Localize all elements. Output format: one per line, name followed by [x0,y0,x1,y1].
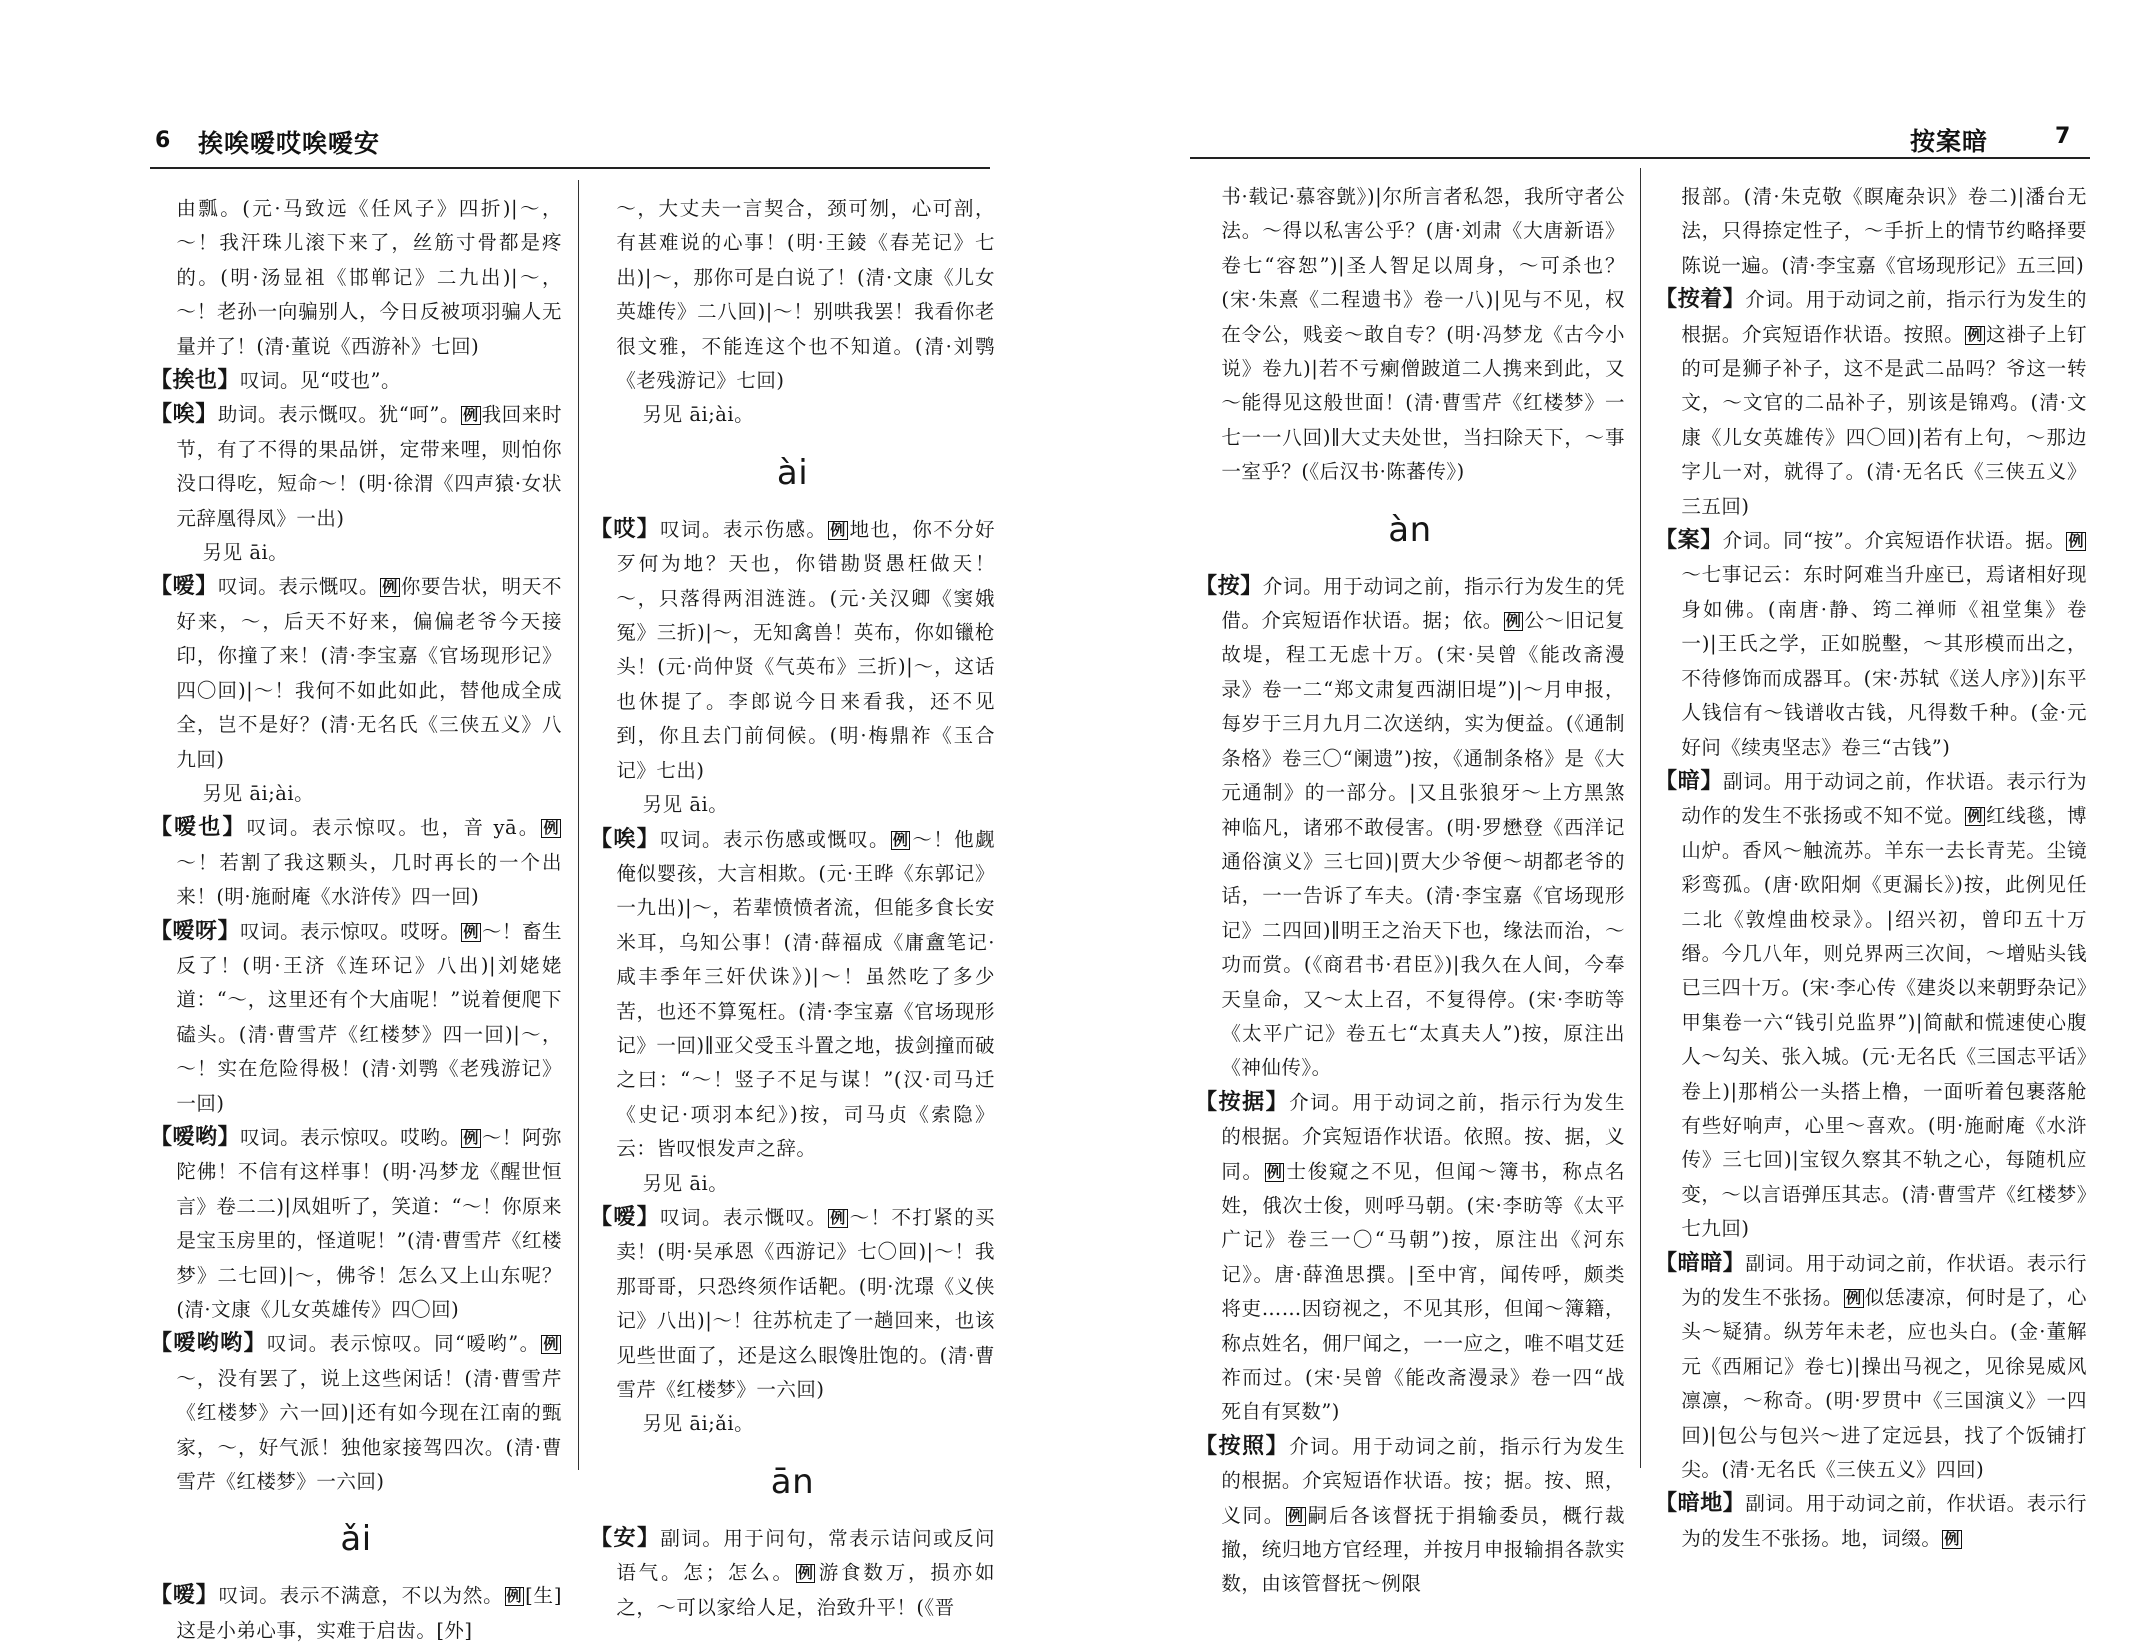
entry-definition: 介词。用于动词之前，指示行为发生的根据。介宾短语作状语。按照。 [1681,288,2087,346]
dictionary-entry [1195,1086,1625,1430]
example-marker-icon: 例 [463,406,479,425]
entry-headword: 【按据】 [1195,1089,1290,1115]
entry-headword: 【暗地】 [1655,1491,1746,1517]
see-also: 另见 āi;ǎi。 [642,1412,755,1436]
dictionary-entry [150,1327,562,1499]
entry-examples: ～，没有罢了，说上这些闲话！(清·曹雪芹《红楼梦》六一回)|还有如今现在江南的甄家，～，好气派！独他家接驾四次。(清·曹雪芹《红楼梦》一六回) [176,1366,562,1494]
see-also: 另见 āi。 [642,793,729,817]
header-rule [150,167,990,169]
entry-definition: 副词。用于动词之前，作状语。表示行为的发生不张扬。 [1681,1251,2087,1309]
dictionary-entry [150,811,562,914]
page-number: 6 [155,128,171,153]
entry-examples: 我回来时节，有了不得的果品饼，定带来哩，则怕你没口得吃，短命～！(明·徐渭《四声猿·女状元辞凰得凤》一出) [176,403,562,530]
example-marker-icon: 例 [1967,807,1983,826]
dictionary-entry [1195,1430,1625,1602]
see-also: 另见 āi。 [642,1171,729,1195]
entry-examples: ～！畜生反了！(明·王济《连环记》八出)|刘姥姥道：“～，这里还有个大庙呢！”说着便爬下磕头。(清·曹雪芹《红楼梦》四一回)|～，～！实在危险得极！(清·刘鹗《老残游记》一回) [176,919,562,1115]
dictionary-entry [1655,1247,2087,1488]
entry-examples: 你要告状，明天不好来，～，后天不好来，偏偏老爷今天接印，你撞了来！(清·李宝嘉《官场现形记》四〇回)|～！我何不如此如此，替他成全成全，岂不是好？(清·无名氏《三侠五义》八九回) [176,575,562,771]
example-marker-icon: 例 [1944,1529,1960,1548]
dictionary-entry [1655,283,2087,524]
pinyin-heading: ài [776,452,809,493]
dictionary-entry [590,1201,995,1407]
see-also: 另见 āi。 [202,541,289,565]
entry-definition: 叹词。表示伤感。 [660,517,828,541]
column-divider [1640,168,1641,1468]
header-rule [1190,157,2090,159]
entry-definition: 叹词。表示惊叹。也，音 yā。 [246,816,541,840]
entry-definition: 介词。同“按”。介宾短语作状语。据。 [1722,529,2066,553]
column-2 [590,192,995,1619]
entry-continuation: 报部。(清·朱克敬《瞑庵杂识》卷二)|潘台无法，只得捺定性子，～手折上的情节约略择要陈说一遍。(清·李宝嘉《官场现形记》五三回) [1681,185,2087,277]
example-marker-icon: 例 [830,520,846,539]
entry-examples: [生]这是小弟心事，实难于启齿。[外] [176,1584,562,1642]
left-page [0,0,1070,1642]
entry-examples: ～七事记云：东时阿难当升座已，焉诸相好现身如佛。(南唐·静、筠二禅师《祖堂集》卷一)|王氏之学，正如脱墼，～其形模而出之，不待修饰而成器耳。(宋·苏轼《送人序》)|东平人钱信有～钱谱收古钱，凡得数千种。(金·元好问《续夷坚志》卷三“古钱”) [1681,563,2087,759]
entry-headword: 【嗳哟哟】 [150,1331,267,1357]
page-number: 7 [2055,124,2071,149]
entry-continuation: ～，大丈夫一言契合，颈可刎，心可剖，有甚难说的心事！(明·王錂《春芜记》七出)|～，那你可是白说了！(清·文康《儿女英雄传》二八回)|～！别哄我罢！我看你老很文雅，不能连这个也不知道。(清·刘鹗《老残游记》七回) [616,197,995,393]
entry-examples: 这褂子上钉的可是狮子补子，这不是武二品吗？爷这一转文，～文官的二品补子，别该是锦鸡。(清·文康《儿女英雄传》四〇回)|若有上句，～那边字儿一对，就得了。(清·无名氏《三侠五义》三五回) [1681,322,2087,518]
pinyin-heading: ān [770,1461,815,1502]
entry-examples: 地也，你不分好歹何为地？天也，你错勘贤愚枉做天！～，只落得两泪涟涟。(元·关汉卿《窦娥冤》三折)|～，无知禽兽！英布，你如镴枪头！(元·尚仲贤《气英布》三折)|～，这话也休提了。李郎说今日来看我，还不见到，你且去门前伺候。(明·梅鼎祚《玉合记》七出) [616,517,995,782]
entry-definition: 叹词。表示慨叹。 [660,1205,828,1229]
example-marker-icon: 例 [830,1208,846,1227]
entry-headword: 【嗳也】 [150,815,247,841]
dictionary-entry [1655,524,2087,765]
dictionary-entry [1655,765,2087,1247]
column-2 [1655,180,2087,1550]
dictionary-entry [150,570,562,776]
entry-examples: 嗣后各该督抚于捐输委员，概行裁撤，统归地方官经理，并按月申报输捐各款实数，由该管督抚～例限 [1221,1503,1625,1596]
entry-examples: ～！若割了我这颗头，几时再长的一个出来！(明·施耐庵《水浒传》四一回) [176,850,562,909]
dictionary-entry [150,1579,562,1648]
example-marker-icon: 例 [1288,1506,1304,1525]
entry-headword: 【唉】 [150,402,218,428]
entry-examples: ～！不打紧的买卖！(明·吴承恩《西游记》七〇回)|～！我那哥哥，只恐终须作话靶。(明·沈璟《义侠记》八出)|～！往苏杭走了一趟回来，也该见些世面了，还是这么眼馋肚饱的。(清·曹雪芹《红楼梦》一六回) [616,1205,995,1401]
entry-headword: 【案】 [1655,528,1723,554]
see-also: 另见 āi;ài。 [642,403,755,427]
dictionary-entry [590,1522,995,1625]
pinyin-heading: àn [1388,509,1432,550]
entry-examples: 士俊窥之不见，但闻～簿书，称点名姓，俄次士俊，则呼马朝。(宋·李昉等《太平广记》卷三一〇“马朝”)按，原注出《河东记》。唐·薛渔思撰。|至中宵，闻传呼，颇类将吏……因窃视之，不见其形，但闻～簿籍，称点姓名，佣尸闻之，一一应之，唯不唱艾廷祚而过。(宋·吴曾《能改斋漫录》卷一四“战死自有冥数”) [1221,1159,1625,1424]
example-marker-icon: 例 [797,1564,814,1583]
entry-definition: 介词。用于动词之前，指示行为发生的根据。介宾短语作状语。按；据。按、照，义同。 [1221,1434,1625,1527]
dictionary-entry [150,364,562,398]
example-marker-icon: 例 [543,1335,559,1354]
example-marker-icon: 例 [1266,1162,1283,1181]
entry-headword: 【嗳】 [590,1204,661,1230]
entry-definition: 介词。用于动词之前，指示行为发生的凭借。介宾短语作状语。据；依。 [1221,574,1625,633]
entry-headword: 【按照】 [1195,1433,1290,1459]
entry-headword: 【按着】 [1655,287,1746,313]
entry-examples: 叹词。见“哎也”。 [240,369,401,393]
entry-examples: 似恁凄凉，何时是了，心头～疑猜。纵芳年未老，应也头白。(金·董解元《西厢记》卷七)|操出马视之，见徐晃威风凛凛，～称奇。(明·罗贯中《三国演义》一四回)|包公与包兴～进了定远县，找了个饭铺打尖。(清·无名氏《三侠五义》四回) [1681,1286,2087,1482]
entry-definition: 助词。表示慨叹。犹“呵”。 [217,403,461,427]
entry-definition: 介词。用于动词之前，指示行为发生的根据。介宾短语作状语。依照。按、据，义同。 [1221,1090,1625,1183]
example-marker-icon: 例 [506,1587,523,1606]
dictionary-entry [150,915,562,1121]
entry-headword: 【暗】 [1655,768,1724,794]
example-marker-icon: 例 [463,922,479,941]
entry-definition: 副词。用于问句，常表示诘问或反问语气。怎；怎么。 [616,1526,995,1585]
example-marker-icon: 例 [892,830,909,849]
example-marker-icon: 例 [1967,325,1983,344]
column-1 [150,192,562,1642]
header-words: 挨唉嗳哎唉嗳安 [198,129,381,158]
example-marker-icon: 例 [543,819,559,838]
entry-headword: 【安】 [590,1525,661,1551]
entry-headword: 【按】 [1195,573,1263,599]
entry-headword: 【挨也】 [150,368,241,394]
entry-definition: 叹词。表示惊叹。同“嗳哟”。 [266,1332,541,1356]
pinyin-heading: ǎi [340,1519,372,1560]
right-page [1070,0,2137,1598]
entry-definition: 叹词。表示惊叹。哎呀。 [240,919,461,943]
entry-headword: 【暗暗】 [1655,1250,1746,1276]
example-marker-icon: 例 [463,1128,479,1147]
example-marker-icon: 例 [1846,1289,1862,1307]
entry-examples: ～！阿弥陀佛！不信有这样事！(明·冯梦龙《醒世恒言》卷二二)|凤姐听了，笑道：“～！你原来是宝玉房里的，怪道呢！”(清·曹雪芹《红楼梦》二七回)|～，佛爷！怎么又上山东呢？(清·文康《儿女英雄传》四〇回) [176,1125,562,1321]
dictionary-entry [1195,570,1625,1086]
entry-examples: 公～旧记复故堤，程工无虑十万。(宋·吴曾《能改斋漫录》卷一二“郑文肃复西湖旧堤”)|～月申报，每岁于三月九月二次送纳，实为便益。(《通制条格》卷三〇“阑遗”)按，《通制条格》是《大元通制》的一部分。|又且张狼牙～上方黑煞神临凡，诸邪不敢侵害。(明·罗懋登《西洋记通俗演义》三七回)|贾大少爷便～胡都老爷的话，一一告诉了车夫。(清·李宝嘉《官场现形记》二四回)∥明王之治天下也，缘法而治，～功而赏。(《商君书·君臣》)|我久在人间，今奉天皇命，又～太上召，不复得停。(宋·李昉等《太平广记》卷五七“太真夫人”)按，原注出《神仙传》。 [1221,609,1625,1080]
entry-definition: 副词。用于动词之前，作状语。表示行为的发生不张扬。地，词缀。 [1681,1492,2087,1550]
example-marker-icon: 例 [2068,532,2084,551]
entry-headword: 【嗳呀】 [150,918,241,944]
header-words: 按案暗 [1910,127,1989,156]
entry-examples: 游食数万，损亦如之，～可以家给人足，治致升平！(《晋 [616,1561,995,1619]
entry-headword: 【唉】 [590,826,661,852]
dictionary-entry [590,513,995,788]
entry-definition: 叹词。表示慨叹。 [217,575,380,599]
entry-continuation: 书·载记·慕容皝》)|尔所言者私怨，我所守者公法。～得以私害公乎？(唐·刘肃《大唐新语》卷七“容恕”)|圣人智足以周身，～可杀也？(宋·朱熹《二程遗书》卷一八)|见与不见，权在令公，贱妾～敢自专？(明·冯梦龙《古今小说》卷九)|若不亏瘌僧跛道二人携来到此，又～能得见这般世面！(清·曹雪芹《红楼梦》一七一一八回)∥大丈夫处世，当扫除天下，～事一室乎？(《后汉书·陈蕃传》) [1221,185,1625,484]
entry-examples: 红线毯，博山炉。香风～触流苏。羊东一去长青芜。尘镜彩鸾孤。(唐·欧阳炯《更漏长》)按，此例见任二北《敦煌曲校录》。|绍兴初，曾印五十万缗。今几八年，则兑界两三次间，～增贴头钱已三四十万。(宋·李心传《建炎以来朝野杂记》甲集卷一六“钱引兑监界”)|简献和慌速使心腹人～勾关、张入城。(元·无名氏《三国志平话》卷上)|那梢公一头搭上橹，一面听着包裹落舱有些好响声，心里～喜欢。(明·施耐庵《水浒传》三七回)|宝钗久察其不轨之心，每随机应变，～以言语弹压其志。(清·曹雪芹《红楼梦》七九回) [1681,804,2087,1241]
entry-definition: 叹词。表示伤感或慨叹。 [660,827,890,851]
entry-definition: 叹词。表示惊叹。哎哟。 [240,1125,461,1149]
dictionary-entry [150,1121,562,1327]
dictionary-entry [1655,1487,2087,1556]
entry-headword: 【哎】 [590,516,661,542]
see-also: 另见 āi;ài。 [202,781,315,805]
example-marker-icon: 例 [382,578,398,597]
entry-headword: 【嗳】 [150,1583,219,1609]
entry-examples: ～！他觑俺似婴孩，大言相欺。(元·王晔《东郭记》一九出)|～，若辈愤愤者流，但能多食长安米耳，乌知公事！(清·薛福成《庸盦笔记·咸丰季年三奸伏诛》)|～！虽然吃了多少苦，也还不算冤枉。(清·李宝嘉《官场现形记》一回)∥亚父受玉斗置之地，拔剑撞而破之曰：“～！竖子不足与谋！”(汉·司马迁《史记·项羽本纪》)按，司马贞《索隐》云：皆叹恨发声之辞。 [616,827,995,1161]
entry-headword: 【嗳哟】 [150,1124,241,1150]
example-marker-icon: 例 [1505,612,1522,631]
column-divider [578,180,579,1470]
entry-continuation: 由瓢。(元·马致远《任风子》四折)|～，～！我汗珠儿滚下来了，丝筋寸骨都是疼的。(明·汤显祖《邯郸记》二九出)|～，～！老孙一向骗别人，今日反被项羽骗人无量并了！(清·董说《西游补》七回) [176,197,562,358]
dictionary-entry [590,823,995,1167]
entry-definition: 副词。用于动词之前，作状语。表示行为动作的发生不张扬或不知不觉。 [1681,769,2087,828]
column-1 [1195,180,1625,1596]
entry-headword: 【嗳】 [150,574,218,600]
dictionary-entry [150,398,562,536]
entry-definition: 叹词。表示不满意，不以为然。 [218,1584,504,1608]
